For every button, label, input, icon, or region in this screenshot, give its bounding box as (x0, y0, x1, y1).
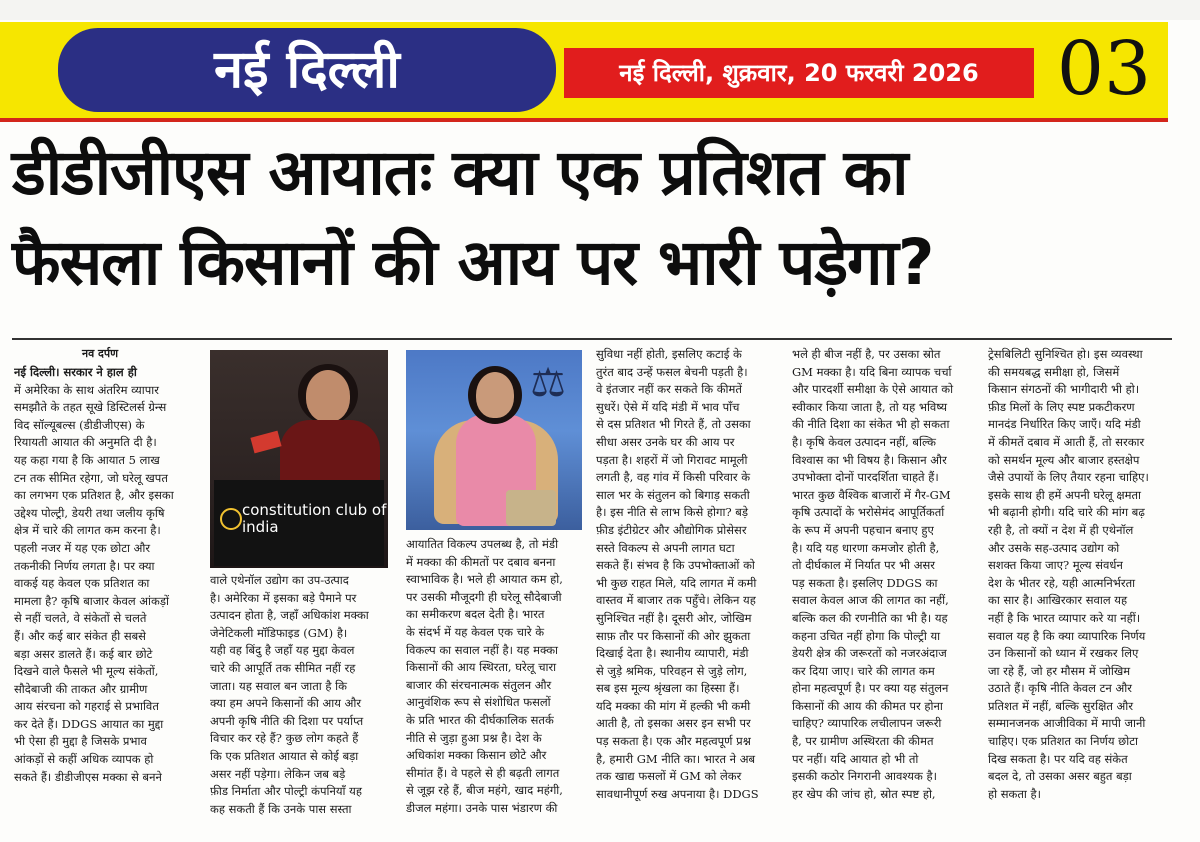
column-4-line: वे इंतजार नहीं कर सकते कि कीमतें (596, 382, 742, 397)
column-6-line: दिख सकता है। पर यदि वह संकेत (988, 751, 1128, 766)
column-6-line: उन किसानों को ध्यान में रखकर लिए (988, 646, 1139, 661)
article-column-3 (406, 536, 586, 838)
column-5-line: के रूप में अपनी पहचान बनाए हुए (792, 522, 934, 537)
page-number: 03 (1056, 26, 1152, 112)
column-4-line: यदि मक्का की मांग में हल्की भी कमी (596, 698, 751, 713)
column-1-line: विद सॉल्यूबल्स (डीडीजीएस) के (14, 417, 145, 432)
column-3-line: पर उसकी मौजूदगी ही घरेलू सौदेबाजी (406, 589, 562, 604)
city-title: नई दिल्ली (58, 28, 556, 112)
column-4-line: सस्ते विकल्प से अपनी लागत घटा (596, 540, 735, 555)
column-1-line: क्षेत्र में चारे की लागत कम करना है। (14, 523, 161, 538)
column-6-line: देश के भीतर रहे, यही आत्मनिर्भरता (988, 575, 1136, 590)
column-3-line: बाजार की संरचनात्मक संतुलन और (406, 677, 552, 692)
column-4-line: पड़ सकता है। एक और महत्वपूर्ण प्रश्न (596, 734, 751, 749)
column-4-line: सुधरें। ऐसे में यदि मंडी में भाव पाँच (596, 399, 740, 414)
column-4-line: है। इस नीति से लाभ किसे होगा? बड़े (596, 505, 749, 520)
column-6-line: प्रतिशत में नहीं, बल्कि सुरक्षित और (988, 698, 1134, 713)
column-1-line: रियायती आयात की अनुमति दी है। (14, 435, 157, 450)
column-3-line: के प्रति भारत की दीर्घकालिक सतर्क (406, 712, 554, 727)
column-2-line: जाता। यह सवाल बन जाता है कि (210, 678, 347, 693)
column-6-line: हो सकता है। (988, 786, 1042, 801)
article-column-2 (210, 572, 392, 838)
column-5-line: भारत कुछ वैश्विक बाजारों में गैर-GM (792, 487, 951, 502)
column-3-line: में मक्का की कीमतों पर दबाव बनना (406, 554, 556, 569)
column-5-line: की नीति दिशा का संकेत भी हो सकता (792, 417, 950, 432)
column-1-line: हैं। और कई बार संकेत ही सबसे (14, 628, 146, 643)
column-4-line: दिखाई देता है। स्थानीय व्यापारी, मंडी (596, 646, 749, 661)
column-4-line: आती है, तो इसका असर इन सभी पर (596, 716, 751, 731)
headline-line-1: डीडीजीएस आयातः क्या एक प्रतिशत का (12, 136, 908, 209)
column-6-line: चाहिए। एक प्रतिशत का निर्णय छोटा (988, 734, 1138, 749)
speaker-face (476, 372, 514, 418)
column-1-line: वाकई यह केवल एक प्रतिशत का (14, 576, 150, 591)
column-5-line: है। यदि यह धारणा कमजोर होती है, (792, 540, 940, 555)
column-4-line: सकते हैं। संभव है कि उपभोक्ताओं को (596, 558, 755, 573)
column-2-line: कि एक प्रतिशत आयात से कोई बड़ा (210, 748, 359, 763)
column-5-line: हर खेप की जांच हो, स्रोत स्पष्ट हो, (792, 786, 936, 801)
column-4-line: तक खाद्य फसलों में GM को लेकर (596, 769, 742, 784)
column-1-line: दिखने वाले फैसले भी मूल्य संकेतों, (14, 664, 159, 679)
column-6-line: ट्रेसबिलिटी सुनिश्चित हो। इस व्यवस्था (988, 347, 1143, 361)
speaker-face (306, 370, 350, 422)
column-5-line: तो दीर्घकाल में निर्यात पर भी असर (792, 558, 935, 573)
column-4-line: सब इस मूल्य श्रृंखला का हिस्सा हैं। (596, 681, 740, 696)
column-5-line: पर नहीं। यदि आयात हो भी तो (792, 751, 919, 766)
column-5-line: बल्कि कल की रणनीति का भी है। यह (792, 610, 948, 625)
column-5-line: और पारदर्शी समीक्षा के ऐसे आयात को (792, 382, 954, 397)
column-6-line: को समर्थन मूल्य और बाजार हस्तक्षेप (988, 452, 1140, 467)
side-table (506, 490, 556, 526)
column-6-line: सवाल यह है कि क्या व्यापारिक निर्णय (988, 628, 1146, 643)
column-6-line: का सार है। आखिरकार सवाल यह (988, 593, 1128, 608)
column-4-line: सुविधा नहीं होती, इसलिए कटाई के (596, 347, 742, 361)
column-6-line: सशक्त किया जाए? मूल्य संवर्धन (988, 558, 1123, 573)
column-1-line: उद्देश्य पोल्ट्री, डेयरी तथा जलीय कृषि (14, 505, 165, 520)
column-1-line: नई दिल्ली। सरकार ने हाल ही (14, 365, 137, 379)
column-5-line: इसकी कठोर निगरानी आवश्यक है। (792, 769, 937, 784)
column-6-line: फ़ीड मिलों के लिए स्पष्ट प्रकटीकरण (988, 399, 1135, 414)
column-6-line: रही है, तो क्यों न देश में ही एथेनॉल (988, 522, 1134, 537)
column-5-line: सवाल केवल आज की लागत का नहीं, (792, 593, 949, 608)
column-4-line: फ़ीड इंटीग्रेटर और औद्योगिक प्रोसेसर (596, 522, 747, 537)
column-1-line: का लगभग एक प्रतिशत है, और इसका (14, 488, 174, 503)
column-6-line: इसके साथ ही हमें अपनी घरेलू क्षमता (988, 487, 1141, 502)
column-4-line: सीधा असर उनके घर की आय पर (596, 434, 735, 449)
column-5-line: कहना उचित नहीं होगा कि पोल्ट्री या (792, 628, 941, 643)
column-5-line: डेयरी क्षेत्र की जरूरतों को नजरअंदाज (792, 646, 947, 661)
headline-line-2: फैसला किसानों की आय पर भारी पड़ेगा? (12, 226, 934, 299)
column-1-line: तकनीकी निर्णय लगता है। पर क्या (14, 558, 155, 573)
club-logo-icon (220, 508, 242, 530)
article-column-5 (792, 346, 978, 838)
column-4-line: है, हमारी GM नीति का। भारत ने अब (596, 751, 756, 766)
column-2-line: असर नहीं पड़ेगा। लेकिन जब बड़े (210, 766, 346, 781)
column-2-line: चारे की आपूर्ति तक सीमित नहीं रह (210, 660, 356, 675)
column-2-line: यही वह बिंदु है जहाँ यह मुद्दा केवल (210, 643, 355, 658)
column-5-line: है। कृषि केवल उत्पादन नहीं, बल्कि (792, 434, 936, 449)
column-1-line: यह कहा गया है कि आयात 5 लाख (14, 452, 160, 467)
column-4-line: साल भर के संतुलन को बिगाड़ सकती (596, 487, 750, 502)
article-headline (12, 128, 1168, 308)
column-2-line: उत्पादन होता है, जहाँ अधिकांश मक्का (210, 608, 369, 623)
column-5-line: उपभोक्ता दोनों पारदर्शिता चाहते हैं। (792, 470, 939, 485)
column-3-line: किसानों की आय स्थिरता, घरेलू चारा (406, 660, 557, 675)
column-2-line: अपनी कृषि नीति की दिशा पर पर्याप्त (210, 713, 364, 728)
column-5-line: कर दिया जाए। चारे की लागत कम (792, 663, 935, 678)
column-6-line: उठाते हैं। कृषि नीति केवल टन और (988, 681, 1132, 696)
column-1-line: कर देते हैं। DDGS आयात का मुद्दा (14, 716, 164, 731)
column-1-line: आंकड़ों से कहीं अधिक व्यापक हो (14, 752, 154, 767)
column-6-line: किसान संगठनों की भागीदारी भी हो। (988, 382, 1140, 397)
column-4-line: लगती है, वह गांव में किसी परिवार के (596, 470, 751, 485)
column-4-line: वास्तव में बाजार तक पहुँचे। लेकिन यह (596, 593, 756, 608)
column-1-line: बड़ा असर डालते हैं। कई बार छोटे (14, 646, 153, 661)
column-3-line: सीमांत हैं। वे पहले से ही बढ़ती लागत (406, 765, 560, 780)
column-6-line: और उसके सह-उत्पाद उद्योग को (988, 540, 1120, 555)
background-screen (250, 431, 281, 454)
column-4-line: से जुड़े श्रमिक, परिवहन से जुड़े लोग, (596, 663, 748, 678)
column-1-line: मामला है? कृषि बाजार केवल आंकड़ों (14, 593, 170, 608)
column-5-line: GM मक्का है। यदि बिना व्यापक चर्चा (792, 364, 952, 379)
column-2-line: विचार कर रहे हैं? कुछ लोग कहते हैं (210, 731, 359, 746)
column-5-line: है, पर ग्रामीण अस्थिरता की कीमत (792, 734, 934, 749)
column-4-line: भी कुछ राहत मिले, यदि लागत में कमी (596, 575, 757, 590)
column-5-line: कृषि उत्पादों के भरोसेमंद आपूर्तिकर्ता (792, 505, 945, 520)
article-column-4 (596, 346, 782, 838)
column-5-line: होना महत्वपूर्ण है। पर क्या यह संतुलन (792, 681, 949, 696)
column-4-line: सुनिश्चित नहीं है। दूसरी ओर, जोखिम (596, 610, 752, 625)
column-6-line: मानदंड निर्धारित किए जाएँ। यदि मंडी (988, 417, 1141, 432)
column-4-line: से दस प्रतिशत भी गिरते हैं, तो उसका (596, 417, 751, 432)
column-1-line: सकते हैं। डीडीजीएस मक्का से बनने (14, 769, 162, 784)
column-4-line: पड़ता है। शहरों में जो गिरावट मामूली (596, 452, 748, 467)
column-1-line: पहली नजर में यह एक छोटा और (14, 540, 151, 555)
column-3-line: अधिकांश मक्का किसान छोटे और (406, 748, 547, 763)
column-5-line: स्वीकार किया जाता है, तो यह भविष्य (792, 399, 948, 414)
column-1-line: टन तक सीमित रहेगा, जो घरेलू खपत (14, 470, 168, 485)
photo-seated-speaker (406, 350, 582, 530)
column-1-line: में अमेरिका के साथ अंतरिम व्यापार (14, 382, 159, 397)
byline: नव दर्पण (82, 347, 119, 360)
column-1-line: भी ऐसा ही मुद्दा है जिसके प्रभाव (14, 734, 147, 749)
column-6-line: जैसे उपायों के लिए तैयार रहना चाहिए। (988, 470, 1149, 485)
podium-label: constitution club of india (242, 501, 387, 536)
column-3-line: के संदर्भ में यह केवल एक चारे के (406, 624, 545, 639)
column-2-line: है। अमेरिका में इसका बड़े पैमाने पर (210, 590, 357, 605)
column-2-line: कह सकती हैं कि उनके पास सस्ता (210, 801, 352, 816)
column-4-line: सावधानीपूर्ण रुख अपनाया है। DDGS (596, 786, 759, 801)
column-4-line: साफ़ तौर पर किसानों की ओर झुकता (596, 628, 751, 643)
headline-rule (12, 338, 1172, 340)
column-6-line: भी बढ़ानी होगी। यदि चारे की मांग बढ़ (988, 505, 1145, 520)
date-line: नई दिल्ली, शुक्रवार, 20 फरवरी 2026 (564, 48, 1034, 98)
column-6-line: में कीमतें दबाव में आती हैं, तो सरकार (988, 434, 1145, 449)
column-1-line: सौदेबाजी की ताकत और ग्रामीण (14, 681, 148, 696)
column-4-line: तुरंत बाद उन्हें फसल बेचनी पड़ती है। (596, 364, 748, 379)
column-6-line: जा रहे हैं, जो हर मौसम में जोखिम (988, 663, 1131, 678)
column-2-line: क्या हम अपने किसानों की आय और (210, 696, 362, 711)
top-margin (0, 0, 1200, 20)
column-3-line: से जूझ रहे हैं, बीज महंगे, खाद महंगी, (406, 783, 563, 798)
column-2-line: फ़ीड निर्माता और पोल्ट्री कंपनियाँ यह (210, 784, 362, 799)
column-6-line: बदल दे, तो उसका असर बहुत बड़ा (988, 769, 1132, 784)
column-3-line: डीजल महंगा। उनके पास भंडारण की (406, 800, 558, 815)
column-3-line: आनुवंशिक रूप से संशोधित फसलों (406, 695, 551, 710)
column-6-line: की समयबद्ध समीक्षा हो, जिसमें (988, 364, 1120, 379)
scales-of-justice-icon: ⚖ (530, 360, 566, 406)
column-3-line: नीति से जुड़ा हुआ प्रश्न है। देश के (406, 730, 542, 745)
column-3-line: आयातित विकल्प उपलब्ध है, तो मंडी (406, 537, 559, 551)
column-5-line: विश्वास का भी विषय है। किसान और (792, 452, 947, 467)
column-5-line: भले ही बीज नहीं है, पर उसका स्रोत (792, 347, 941, 361)
column-2-line: वाले एथेनॉल उद्योग का उप-उत्पाद (210, 573, 349, 587)
column-6-line: सम्मानजनक आजीविका में मापी जानी (988, 716, 1146, 731)
column-5-line: किसानों की आय की कीमत पर होना (792, 698, 943, 713)
photo-speaker-at-podium (210, 350, 388, 568)
masthead-divider (0, 118, 1168, 122)
column-3-line: का समीकरण बदल देती है। भारत (406, 607, 545, 622)
article-column-6 (988, 346, 1174, 838)
column-6-line: नहीं है कि भारत व्यापार करे या नहीं। (988, 610, 1141, 625)
column-1-line: से नहीं चलते, वे संकेतों से चलते (14, 611, 147, 626)
column-1-line: आय संरचना को गहराई से प्रभावित (14, 699, 159, 714)
column-2-line: जेनेटिकली मॉडिफाइड (GM) है। (210, 625, 348, 640)
column-5-line: पड़ सकता है। इसलिए DDGS का (792, 575, 938, 590)
column-3-line: विकल्प का सवाल नहीं है। यह मक्का (406, 642, 559, 657)
column-1-line: समझौते के तहत सूखे डिस्टिलर्स ग्रेन्स (14, 400, 167, 415)
column-5-line: चाहिए? व्यापारिक लचीलापन जरूरी (792, 716, 942, 731)
article-column-1 (14, 364, 200, 838)
column-3-line: स्वाभाविक है। भले ही आयात कम हो, (406, 572, 563, 587)
